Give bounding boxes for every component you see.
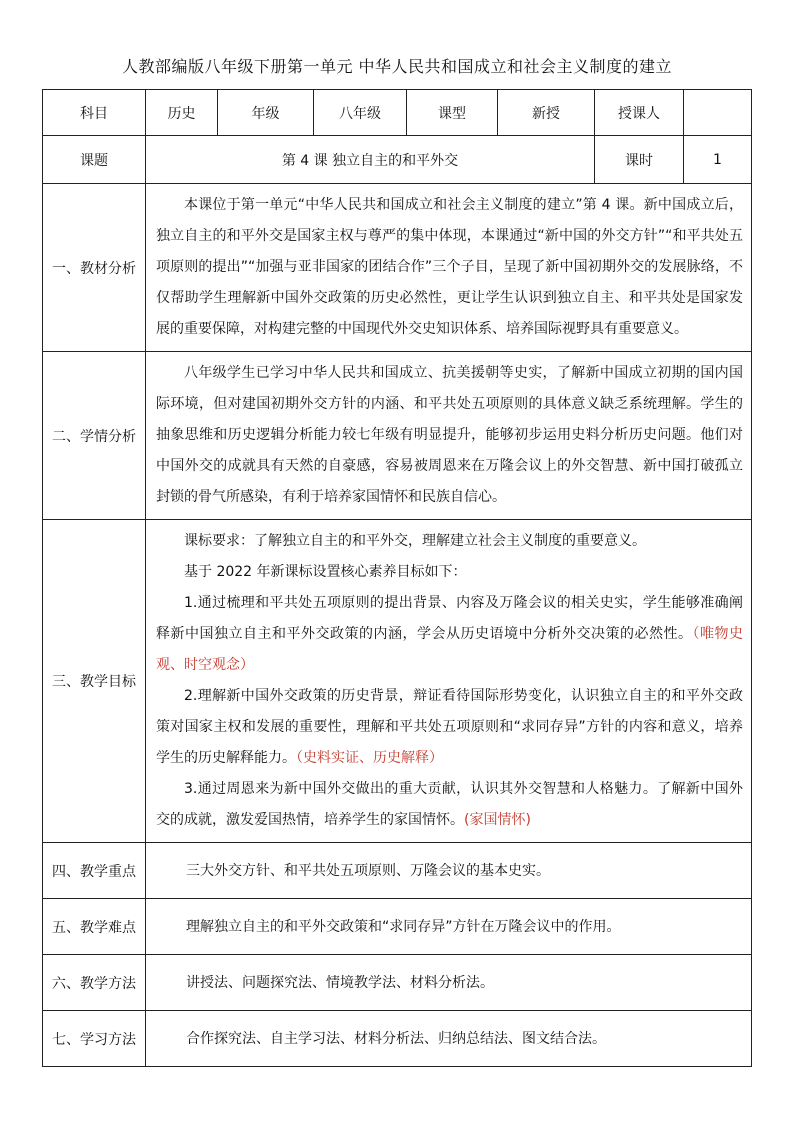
section-content [146,520,752,843]
section-label: 一、教材分析 [43,184,146,352]
subject-label: 科目 [43,90,146,136]
hours-value: 1 [684,136,752,184]
teacher-label: 授课人 [595,90,684,136]
section-teaching-methods [43,955,752,1011]
section-textbook-analysis [43,184,752,352]
section-content: 三大外交方针、和平共处五项原则、万隆会议的基本史实。 [146,843,752,899]
hours-label: 课时 [595,136,684,184]
section-label: 二、学情分析 [43,352,146,520]
section-content [146,352,752,520]
section-teaching-objectives [43,520,752,843]
teacher-value [684,90,752,136]
section-label: 五、教学难点 [43,899,146,955]
competency-tag: （唯物史观、时空观念） [156,626,743,673]
paragraph: 本课位于第一单元“中华人民共和国成立和社会主义制度的建立”第 4 课。新中国成立后，独立自主的和平外交是国家主权与尊严的集中体现，本课通过“新中国的外交方针”“和平共处五项原则的提出”“加强与亚非国家的团结合作”三个子目，呈现了新中国初期外交的发展脉络，不仅帮助学生理解新中国外交政策的历史必然性，更让学生认识到独立自主、和平共处是国家发展的重要保障，对构建完整的中国现代外交史知识体系、培养国际视野具有重要意义。 [156,197,743,337]
grade-label: 年级 [218,90,314,136]
paragraph: 基于 2022 年新课标设置核心素养目标如下： [184,564,467,580]
objective-text: 1.通过梳理和平共处五项原则的提出背景、内容及万隆会议的相关史实，学生能够准确阐释新中国独立自主和平外交政策的内涵，学会从历史语境中分析外交决策的必然性。 [156,595,743,642]
paragraph: 八年级学生已学习中华人民共和国成立、抗美援朝等史实，了解新中国成立初期的国内国际环境，但对建国初期外交方针的内涵、和平共处五项原则的具体意义缺乏系统理解。学生的抽象思维和历史逻辑分析能力较七年级有明显提升，能够初步运用史料分析历史问题。他们对中国外交的成就具有天然的自豪感，容易被周恩来在万隆会议上的外交智慧、新中国打破孤立封锁的骨气所感染，有利于培养家国情怀和民族自信心。 [156,365,743,505]
section-key-points [43,843,752,899]
lesson-plan-table [42,89,752,1067]
topic-row [43,136,752,184]
section-label: 三、教学目标 [43,520,146,843]
competency-tag: （史料实证、历史解释） [296,750,443,766]
section-content: 理解独立自主的和平外交政策和“求同存异”方针在万隆会议中的作用。 [146,899,752,955]
header-row [43,90,752,136]
objective-1 [156,588,743,681]
paragraph: 课标要求：了解独立自主的和平外交，理解建立社会主义制度的重要意义。 [184,533,646,549]
section-content: 讲授法、问题探究法、情境教学法、材料分析法。 [146,955,752,1011]
section-content: 合作探究法、自主学习法、材料分析法、归纳总结法、图文结合法。 [146,1011,752,1067]
objective-2 [156,681,743,774]
objective-text: 2.理解新中国外交政策的历史背景，辩证看待国际形势变化，认识独立自主的和平外交政策对国家主权和发展的重要性，理解和平共处五项原则和“求同存异”方针的内容和意义，培养学生的历史解释能力。 [156,688,743,766]
topic-value: 第 4 课 独立自主的和平外交 [146,136,595,184]
subject-value: 历史 [146,90,218,136]
section-label: 七、学习方法 [43,1011,146,1067]
topic-label: 课题 [43,136,146,184]
section-label: 六、教学方法 [43,955,146,1011]
competency-tag: (家国情怀) [464,812,531,828]
section-learning-methods [43,1011,752,1067]
section-difficulties [43,899,752,955]
objective-3 [156,774,743,836]
type-label: 课型 [407,90,498,136]
section-content [146,184,752,352]
section-label: 四、教学重点 [43,843,146,899]
type-value: 新授 [498,90,595,136]
section-learner-analysis [43,352,752,520]
objective-text: 3.通过周恩来为新中国外交做出的重大贡献，认识其外交智慧和人格魅力。了解新中国外交的成就，激发爱国热情，培养学生的家国情怀。 [156,781,743,828]
grade-value: 八年级 [314,90,407,136]
document-title: 人教部编版八年级下册第一单元 中华人民共和国成立和社会主义制度的建立 [121,57,673,76]
